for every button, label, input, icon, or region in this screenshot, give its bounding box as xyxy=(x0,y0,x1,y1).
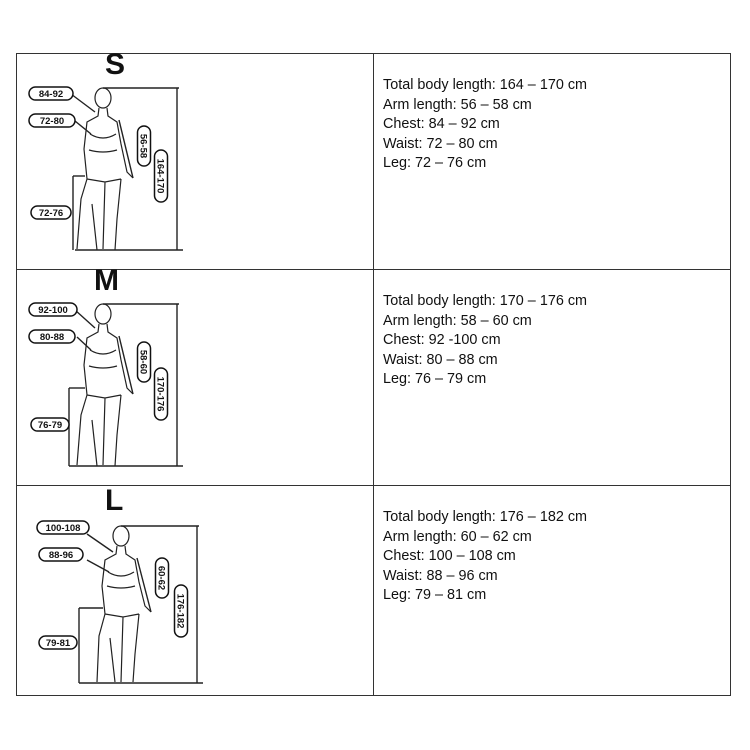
spec-list xyxy=(374,54,730,174)
arm-range: 56-58 xyxy=(137,133,149,159)
spec-arm-length: Arm length: 56 – 58 cm xyxy=(383,96,532,113)
size-row-s xyxy=(17,54,731,270)
size-chart-table xyxy=(16,48,731,696)
spec-chest: Chest: 84 – 92 cm xyxy=(383,116,500,132)
spec-waist: Waist: 88 – 96 cm xyxy=(383,567,498,584)
size-letter: M xyxy=(94,264,119,297)
leg-tag xyxy=(31,418,69,431)
arm-tag xyxy=(156,558,169,598)
chest-range: 84-92 xyxy=(38,89,64,100)
waist-tag xyxy=(29,114,75,127)
spec-waist: Waist: 80 – 88 cm xyxy=(383,351,498,368)
height-range: 176-182 xyxy=(174,593,186,629)
spec-chest: Chest: 92 -100 cm xyxy=(383,332,501,348)
arm-range: 60-62 xyxy=(155,565,167,591)
spec-cell xyxy=(374,486,731,696)
height-tag xyxy=(175,585,188,637)
waist-tag xyxy=(39,548,83,561)
spec-arm-length: Arm length: 60 – 62 cm xyxy=(383,528,532,545)
measurement-figure xyxy=(17,264,373,485)
spec-leg: Leg: 72 – 76 cm xyxy=(383,155,487,171)
figure-cell xyxy=(17,264,374,486)
spec-total-length: Total body length: 170 – 176 cm xyxy=(383,293,588,309)
figure-cell xyxy=(17,486,374,696)
body-silhouette xyxy=(77,304,133,466)
spec-list xyxy=(374,486,730,606)
leg-tag xyxy=(31,206,71,219)
spec-cell xyxy=(374,54,731,270)
figure-cell xyxy=(17,48,374,270)
chest-range: 100-108 xyxy=(45,523,81,534)
measurement-figure xyxy=(17,48,373,269)
waist-range: 72-80 xyxy=(39,116,65,127)
height-range: 170-176 xyxy=(154,376,166,412)
arm-tag xyxy=(138,126,151,166)
leg-range: 79-81 xyxy=(45,638,71,649)
waist-range: 80-88 xyxy=(39,332,65,343)
body-silhouette xyxy=(77,88,133,250)
spec-cell xyxy=(374,270,731,486)
height-range: 164-170 xyxy=(154,158,166,194)
chest-tag xyxy=(29,87,73,100)
arm-tag xyxy=(138,342,151,382)
arm-range: 58-60 xyxy=(137,349,149,375)
spec-list xyxy=(374,270,730,390)
leg-tag xyxy=(39,636,77,649)
leg-range: 72-76 xyxy=(38,208,64,219)
spec-chest: Chest: 100 – 108 cm xyxy=(383,548,516,564)
chest-range: 92-100 xyxy=(38,305,68,316)
size-row-l xyxy=(17,486,731,696)
spec-leg: Leg: 79 – 81 cm xyxy=(383,587,487,603)
height-tag xyxy=(155,368,168,420)
body-silhouette xyxy=(97,526,151,682)
waist-range: 88-96 xyxy=(48,550,74,561)
size-row-m xyxy=(17,270,731,486)
leg-range: 76-79 xyxy=(37,420,63,431)
spec-total-length: Total body length: 176 – 182 cm xyxy=(383,509,588,525)
size-letter: S xyxy=(105,48,126,81)
chest-tag xyxy=(37,521,89,534)
spec-total-length: Total body length: 164 – 170 cm xyxy=(383,77,588,93)
spec-arm-length: Arm length: 58 – 60 cm xyxy=(383,312,532,329)
measurement-figure xyxy=(17,486,373,695)
height-tag xyxy=(155,150,168,202)
spec-waist: Waist: 72 – 80 cm xyxy=(383,135,498,152)
size-letter: L xyxy=(105,484,124,517)
spec-leg: Leg: 76 – 79 cm xyxy=(383,371,487,387)
chest-tag xyxy=(29,303,77,316)
waist-tag xyxy=(29,330,75,343)
